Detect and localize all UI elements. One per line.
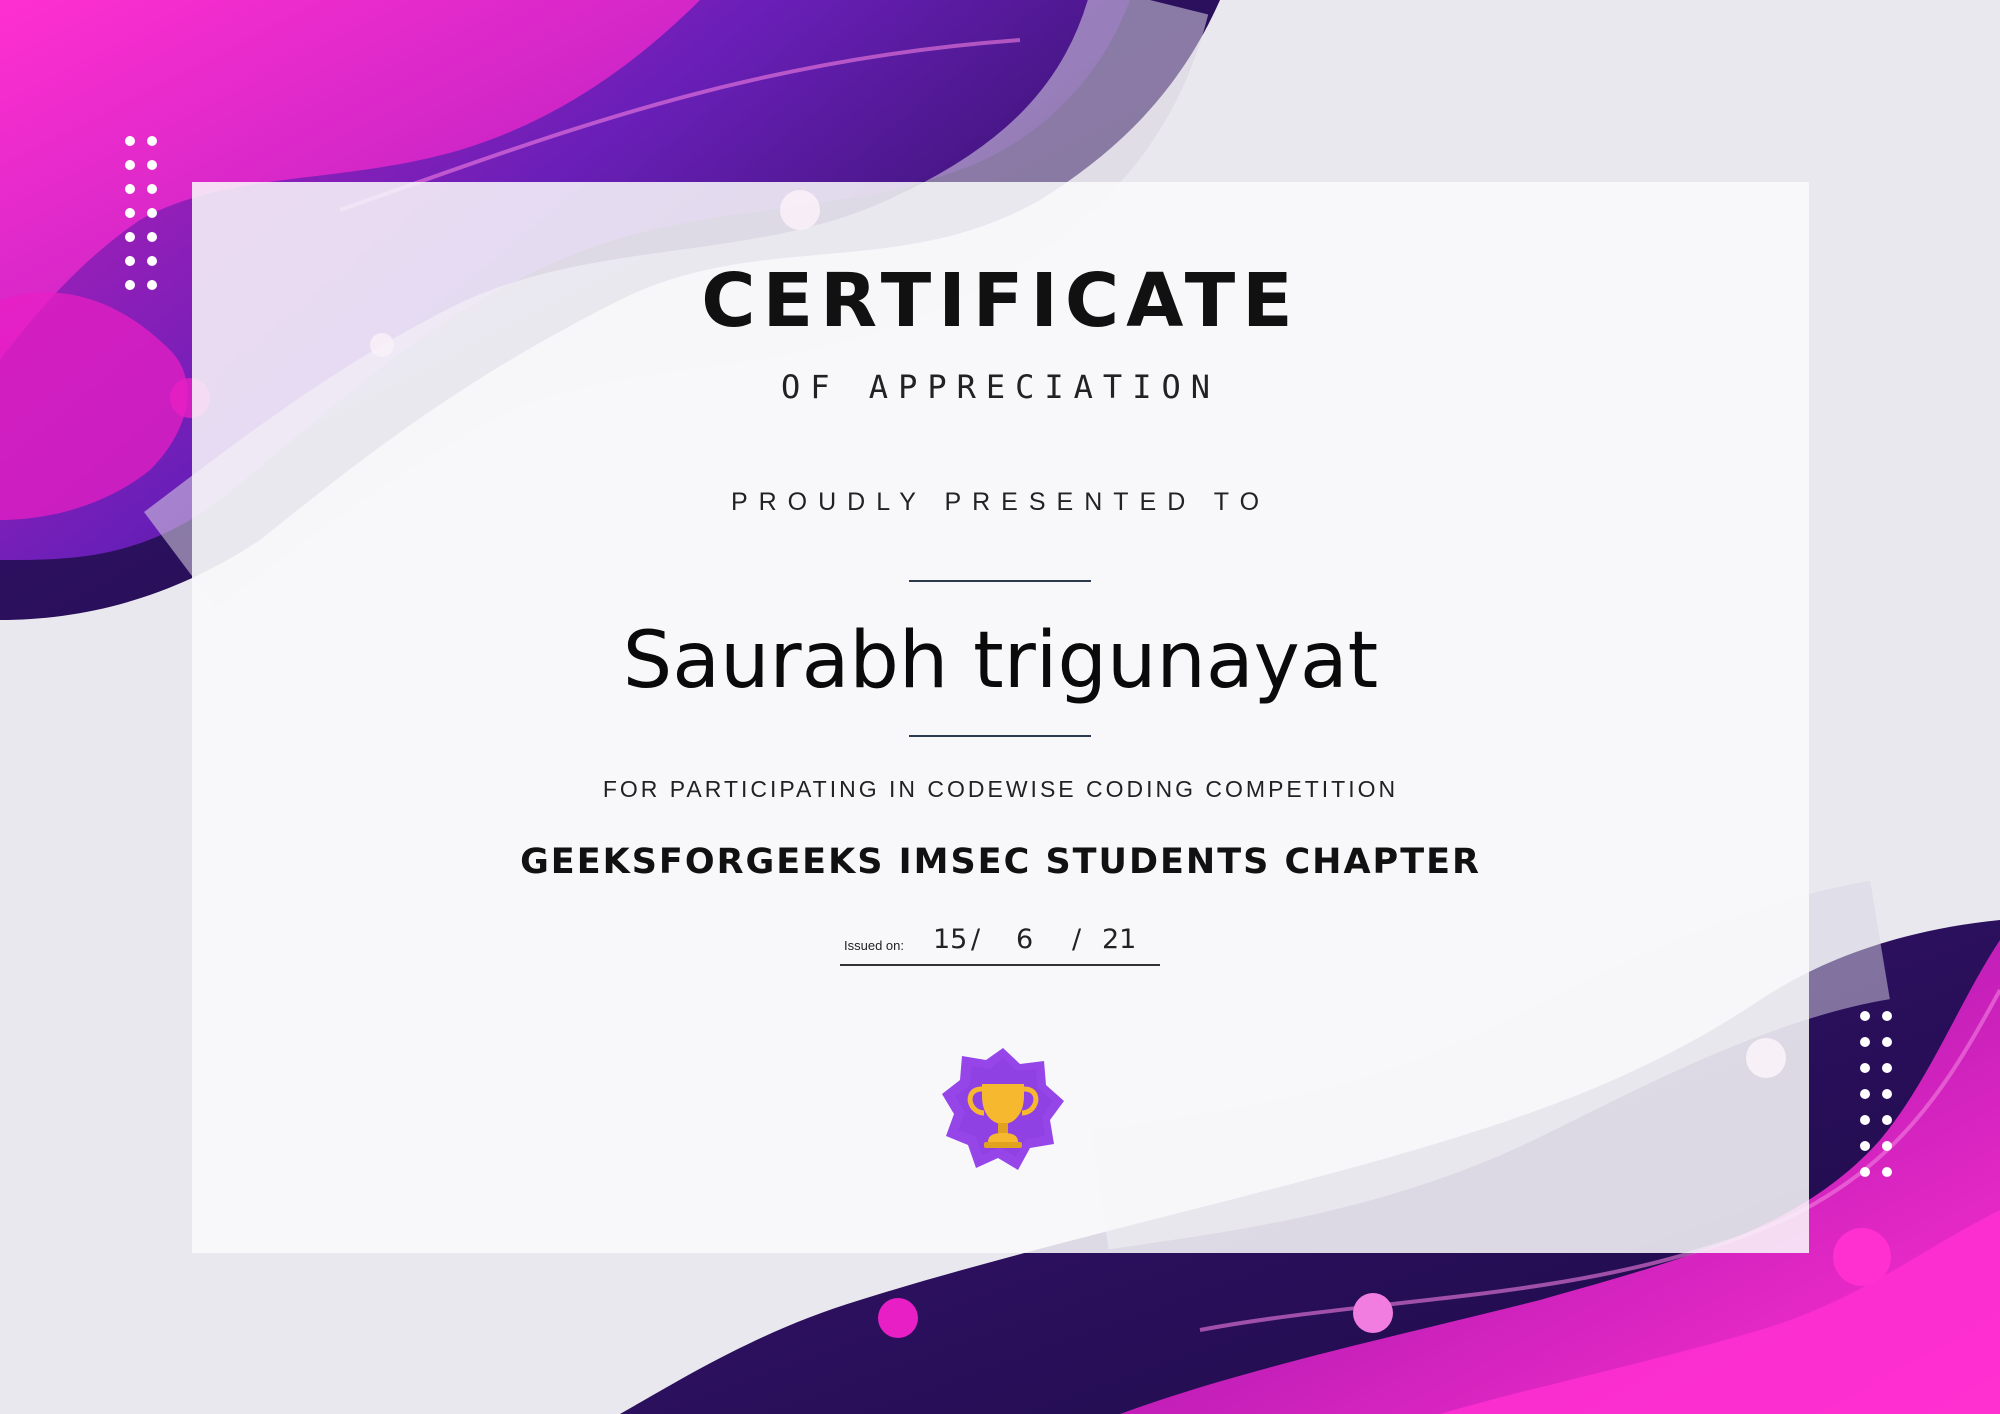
trophy-badge — [938, 1044, 1068, 1174]
date-separator: / — [971, 924, 981, 955]
issued-day: 15 — [933, 924, 968, 955]
date-separator: / — [1072, 924, 1082, 955]
name-divider-top — [909, 580, 1091, 582]
issued-date-field — [840, 922, 1160, 966]
award-reason: FOR PARTICIPATING IN CODEWISE CODING COMPETITION — [602, 776, 1399, 802]
issued-year: 21 — [1102, 924, 1137, 955]
issued-month: 6 — [1016, 924, 1034, 955]
organization-name: GEEKSFORGEEKS IMSEC STUDENTS CHAPTER — [520, 842, 1481, 882]
presented-to-label: PROUDLY PRESENTED TO — [730, 488, 1271, 516]
certificate-title: CERTIFICATE — [701, 258, 1300, 344]
name-divider-bottom — [909, 735, 1091, 737]
certificate-subtitle: OF APPRECIATION — [781, 368, 1220, 406]
issued-label: Issued on: — [844, 938, 904, 953]
recipient-name: Saurabh trigunayat — [622, 616, 1379, 706]
certificate-card — [192, 182, 1809, 1253]
